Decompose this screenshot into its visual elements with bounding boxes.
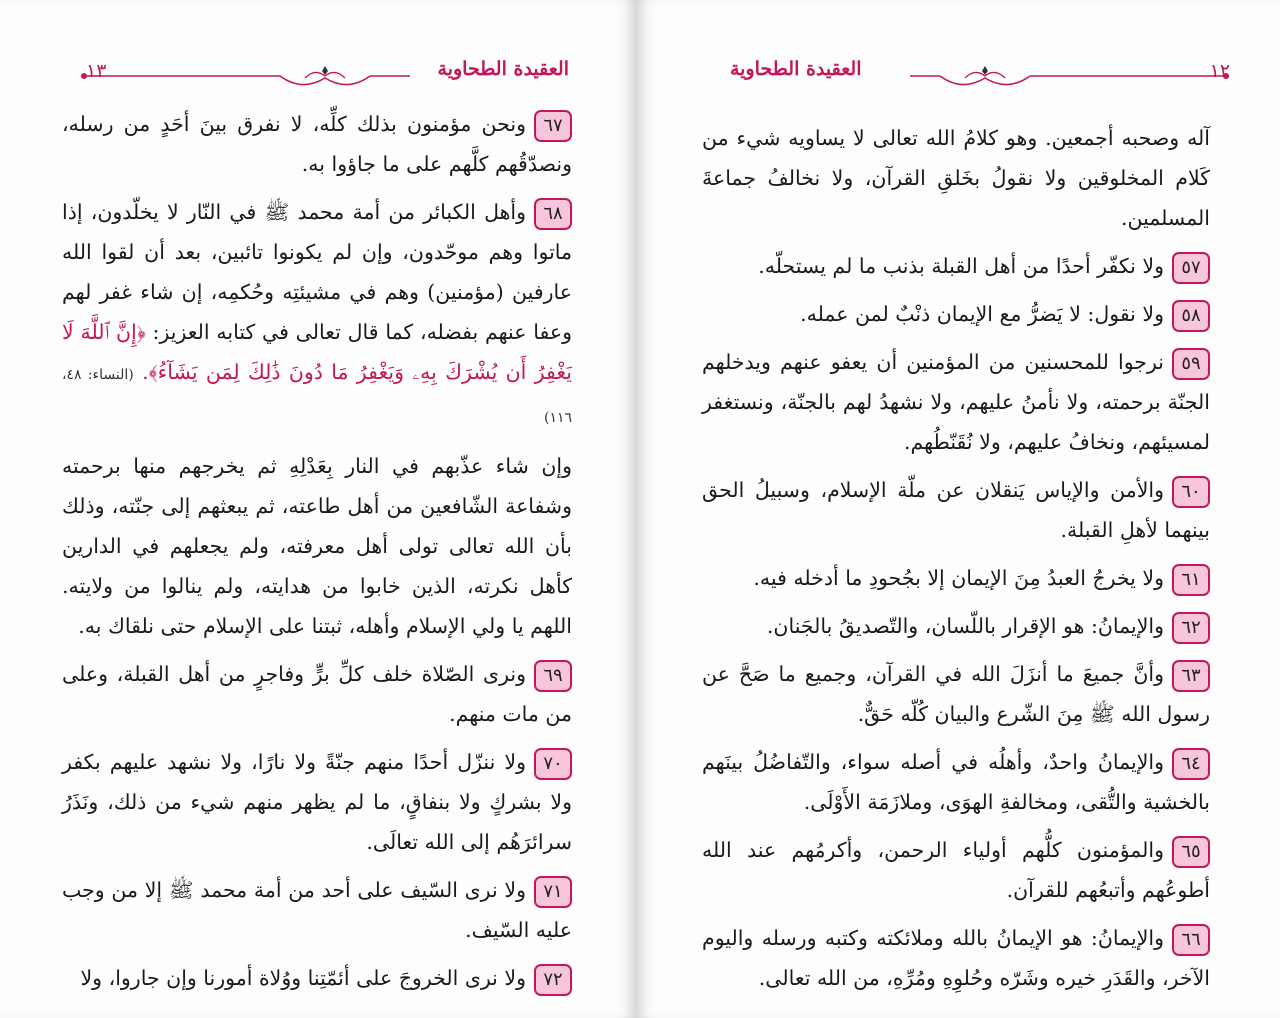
paragraph-number-badge: ٦٧ [534,110,572,142]
paragraph-text: ولا ننزّل أحدًا منهم جنّةً ولا نارًا، ولا نشهد عليهم بكفر ولا بشركٍ ولا بنفاقٍ، ما لم يظهر منهم شيء من ذلك، ونَذَرُ سرائرَهُم إلى الله تعالَى. [62,750,572,854]
paragraph-text: وإن شاء عذّبهم في النار بِعَدْلِهِ ثم يخرجهم منها برحمته وشفاعة الشّافعين من أهل طاعته، ثم يبعثهم إلى جنّته، وذلك بأن الله تعالى تولى أهل معرفته، ولم يجعلهم في الدارين كأهل نكرته، الذين خابوا من هدايته، ولم ينالوا من ولايته. اللهم يا ولي الإسلام وأهله، ثبتنا على الإسلام حتى نلقاك به. [62,454,572,638]
paragraph-text: والإيمانُ: هو الإقرار باللّسان، والتّصديقُ بالجَنان. [766,614,1164,638]
paragraph-text: ولا نرى السّيف على أحد من أمة محمد ﷺ إلا من وجب عليه السّيف. [62,878,572,942]
paragraph-60 [702,470,1210,550]
paragraph-text: وأهل الكبائر من أمة محمد ﷺ في النّار لا يخلّدون، إذا ماتوا وهم موحّدون، وإن لم يكونوا تائبين، بعد أن لقوا الله عارفين (مؤمنين) وهم في مشيئتِه وحُكمِه، إن شاء غفر لهم وعفا عنهم بفضله، كما قال تعالى في كتابه العزيز: [62,200,572,344]
paragraph-continued [702,118,1210,238]
left-header [80,56,575,100]
page-number: ١٢ [1209,60,1230,82]
paragraph-number-badge: ٧١ [534,876,572,908]
paragraph-text: والمؤمنون كلُّهم أولياء الرحمن، وأكرمُهم عند الله أطوعُهم وأتبعُهم للقرآن. [702,838,1210,902]
paragraph-text: ونحن مؤمنون بذلك كلِّه، لا نفرق بينَ أحَدٍ من رسله، ونصدّقُهم كلَّهم على ما جاؤوا به. [62,112,572,176]
paragraph-69 [62,654,572,734]
paragraph-66 [702,918,1210,998]
paragraph-number-badge: ٧٢ [534,964,572,996]
paragraph-number-badge: ٥٨ [1172,300,1210,332]
page-number: ١٣ [86,60,107,82]
paragraph-number-badge: ٦٠ [1172,476,1210,508]
paragraph-67 [62,104,572,184]
paragraph-72 [62,958,572,998]
paragraph-65 [702,830,1210,910]
paragraph-text: والإيمانُ: هو الإيمانُ بالله وملائكته وكتبه ورسله واليوم الآخر، والقَدَرِ خيره وشَرّه وحُلوِهِ ومُرِّهِ، من الله تعالى. [702,926,1210,990]
paragraph-number-badge: ٦٢ [1172,612,1210,644]
paragraph-58 [702,294,1210,334]
paragraph-61 [702,558,1210,598]
paragraph-text: آله وصحبه أجمعين. وهو كلامُ الله تعالى لا يساويه شيء من كَلام المخلوقين ولا نقولُ بخَلقِ القرآن، ولا نخالفُ جماعةَ المسلمين. [702,126,1210,230]
paragraph-62 [702,606,1210,646]
paragraph-number-badge: ٥٩ [1172,348,1210,380]
paragraph-number-badge: ٦٩ [534,660,572,692]
left-page-body [62,104,572,1006]
header-title: العقيدة الطحاوية [437,58,569,80]
paragraph-number-badge: ٦٦ [1172,924,1210,956]
paragraph-number-badge: ٦٣ [1172,660,1210,692]
paragraph-text: ونرى الصّلاة خلف كلِّ برٍّ وفاجرٍ من أهل القبلة، وعلى من مات منهم. [62,662,572,726]
paragraph-text: ولا نكفّر أحدًا من أهل القبلة بذنب ما لم يستحلّه. [758,254,1164,278]
paragraph-text: ولا يخرجُ العبدُ مِنَ الإيمان إلا بجُحودِ ما أدخله فيه. [753,566,1164,590]
paragraph-59 [702,342,1210,462]
paragraph-text: وأنَّ جميعَ ما أنزَلَ الله في القرآن، وجميع ما صَحَّ عن رسول الله ﷺ مِنَ الشّرع والبيان كُلّه حَقٌّ. [702,662,1210,726]
paragraph-68-continued [62,446,572,646]
paragraph-text: والإيمانُ واحدٌ، وأهلُه في أصله سواء، والتّفاضُلُ بينَهم بالخشية والتُّقى، ومخالفةِ الهوَى، وملازَمَة الأَوْلَى. [702,750,1210,814]
paragraph-68 [62,192,572,438]
paragraph-number-badge: ٥٧ [1172,252,1210,284]
quran-verse: ﴿إِنَّ ٱللَّهَ لَا يَغْفِرُ أَن يُشْرَكَ بِهِۦ وَيَغْفِرُ مَا دُونَ ذَٰلِكَ لِمَن يَشَآءُ﴾. [62,320,572,384]
header-title: العقيدة الطحاوية [730,58,862,80]
paragraph-70 [62,742,572,862]
paragraph-number-badge: ٦٨ [534,198,572,230]
paragraph-57 [702,246,1210,286]
paragraph-text: والأمن والإياس يَنقلان عن ملّة الإسلام، وسبيلُ الحق بينهما لأهلِ القبلة. [702,478,1210,542]
paragraph-63 [702,654,1210,734]
paragraph-number-badge: ٦٥ [1172,836,1210,868]
paragraph-number-badge: ٧٠ [534,748,572,780]
paragraph-71 [62,870,572,950]
paragraph-number-badge: ٦١ [1172,564,1210,596]
right-header [730,56,1230,100]
paragraph-number-badge: ٦٤ [1172,748,1210,780]
right-page-body [702,118,1210,1006]
right-page [636,0,1280,1018]
paragraph-64 [702,742,1210,822]
paragraph-text: ولا نرى الخروجَ على أئمّتِنا ووُلاة أمورنا وإن جاروا، ولا [80,966,526,990]
left-page [0,0,636,1018]
paragraph-text: ولا نقول: لا يَضرُّ مع الإيمان ذنْبٌ لمن عمله. [800,302,1164,326]
paragraph-text: نرجوا للمحسنين من المؤمنين أن يعفو عنهم ويدخلهم الجنّة برحمته، ولا نأمنُ عليهم، ولا نشهدُ لهم بالجنّة، ونستغفر لمسيئهم، ونخافُ عليهم، ولا نُقَنّطُهم. [702,350,1210,454]
verse-reference: (النساء: ٤٨، ١١٦) [62,367,572,426]
